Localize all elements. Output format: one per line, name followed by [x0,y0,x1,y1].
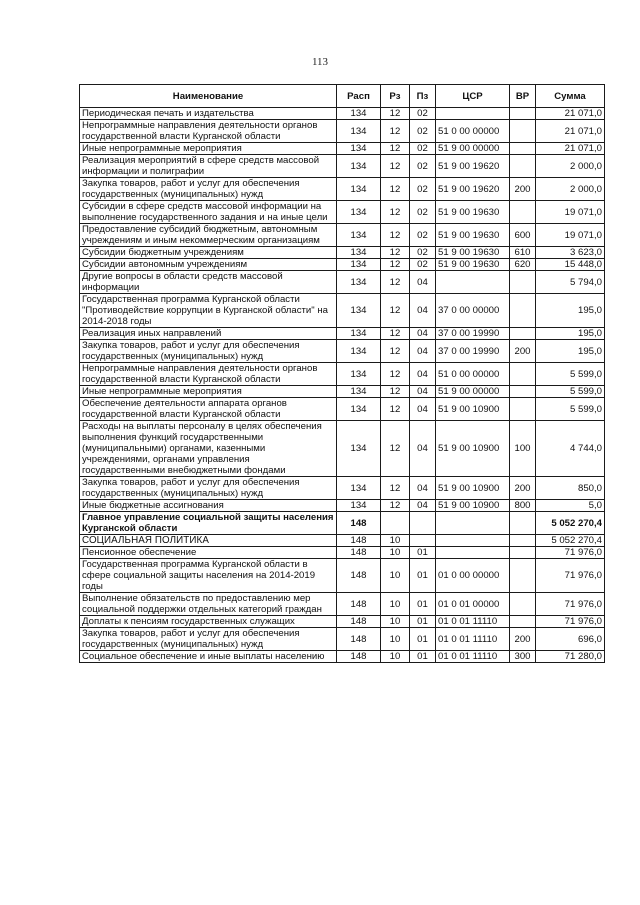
cell-rz: 12 [381,247,410,259]
cell-csr: 51 9 00 00000 [436,143,510,155]
cell-sum: 5,0 [536,500,605,512]
table-row [80,259,605,271]
cell-pz: 01 [410,616,436,628]
cell-name: Выполнение обязательств по предоставлению мер социальной поддержки отдельных категорий граждан [80,593,337,616]
cell-csr: 51 9 00 00000 [436,386,510,398]
cell-rz: 12 [381,143,410,155]
cell-pz: 02 [410,247,436,259]
cell-pz: 02 [410,143,436,155]
cell-sum: 4 744,0 [536,421,605,477]
cell-pz: 01 [410,651,436,663]
cell-rz: 12 [381,477,410,500]
cell-name: Доплаты к пенсиям государственных служащих [80,616,337,628]
cell-sum: 71 280,0 [536,651,605,663]
cell-name: СОЦИАЛЬНАЯ ПОЛИТИКА [80,535,337,547]
cell-rasp: 134 [337,259,381,271]
table-row [80,155,605,178]
cell-rz: 12 [381,500,410,512]
table-row [80,201,605,224]
cell-rz: 12 [381,386,410,398]
cell-rz [381,512,410,535]
cell-name: Непрограммные направления деятельности органов государственной власти Курганской области [80,120,337,143]
table-row [80,143,605,155]
cell-rasp: 134 [337,500,381,512]
cell-name: Закупка товаров, работ и услуг для обеспечения государственных (муниципальных) нужд [80,340,337,363]
cell-sum: 696,0 [536,628,605,651]
cell-csr [436,512,510,535]
cell-sum: 71 976,0 [536,559,605,593]
cell-vr [510,512,536,535]
table-row [80,651,605,663]
cell-pz: 01 [410,547,436,559]
cell-rz: 12 [381,259,410,271]
cell-vr [510,616,536,628]
cell-name: Закупка товаров, работ и услуг для обеспечения государственных (муниципальных) нужд [80,178,337,201]
cell-sum: 850,0 [536,477,605,500]
cell-sum: 71 976,0 [536,547,605,559]
cell-csr: 01 0 01 11110 [436,628,510,651]
table-row [80,593,605,616]
cell-csr [436,271,510,294]
cell-rasp: 134 [337,386,381,398]
table-row [80,328,605,340]
cell-pz: 04 [410,500,436,512]
cell-name: Субсидии автономным учреждениям [80,259,337,271]
table-row [80,120,605,143]
cell-rz: 12 [381,271,410,294]
cell-rasp: 134 [337,155,381,178]
cell-sum: 195,0 [536,294,605,328]
cell-csr: 51 9 00 19630 [436,247,510,259]
header-rz: Рз [381,85,410,108]
table-row [80,500,605,512]
cell-csr [436,547,510,559]
cell-rz: 12 [381,363,410,386]
cell-name: Другие вопросы в области средств массовой информации [80,271,337,294]
cell-sum: 15 448,0 [536,259,605,271]
cell-csr [436,108,510,120]
cell-csr: 01 0 01 11110 [436,616,510,628]
cell-sum: 5 599,0 [536,363,605,386]
cell-csr: 01 0 01 11110 [436,651,510,663]
cell-vr: 620 [510,259,536,271]
cell-rz: 10 [381,651,410,663]
cell-vr: 200 [510,628,536,651]
cell-vr [510,201,536,224]
cell-pz: 02 [410,120,436,143]
cell-pz: 04 [410,271,436,294]
cell-sum: 2 000,0 [536,178,605,201]
cell-vr [510,535,536,547]
cell-rz: 12 [381,201,410,224]
header-vr: ВР [510,85,536,108]
cell-rasp: 134 [337,178,381,201]
cell-csr: 51 9 00 19620 [436,178,510,201]
cell-rz: 12 [381,155,410,178]
cell-sum: 21 071,0 [536,120,605,143]
cell-pz [410,512,436,535]
cell-vr [510,108,536,120]
table-row [80,340,605,363]
cell-vr: 610 [510,247,536,259]
cell-rasp: 134 [337,421,381,477]
cell-vr: 200 [510,477,536,500]
cell-name: Иные непрограммные мероприятия [80,143,337,155]
cell-name: Пенсионное обеспечение [80,547,337,559]
cell-csr: 51 9 00 10900 [436,500,510,512]
cell-pz: 02 [410,259,436,271]
table-row [80,224,605,247]
cell-vr [510,547,536,559]
cell-vr: 200 [510,178,536,201]
cell-name: Непрограммные направления деятельности органов государственной власти Курганской области [80,363,337,386]
table-row [80,559,605,593]
cell-rasp: 134 [337,477,381,500]
cell-rasp: 148 [337,616,381,628]
cell-rasp: 134 [337,363,381,386]
table-row [80,294,605,328]
table-row [80,108,605,120]
cell-pz: 02 [410,224,436,247]
header-rasp: Расп [337,85,381,108]
cell-name: Закупка товаров, работ и услуг для обеспечения государственных (муниципальных) нужд [80,477,337,500]
cell-csr: 37 0 00 19990 [436,340,510,363]
cell-pz: 02 [410,108,436,120]
cell-rasp: 134 [337,328,381,340]
cell-pz [410,535,436,547]
cell-sum: 195,0 [536,328,605,340]
cell-rasp: 134 [337,340,381,363]
cell-rz: 12 [381,328,410,340]
cell-rz: 10 [381,547,410,559]
table-row [80,616,605,628]
cell-pz: 04 [410,340,436,363]
cell-pz: 01 [410,593,436,616]
cell-sum: 19 071,0 [536,201,605,224]
cell-sum: 71 976,0 [536,616,605,628]
cell-name: Субсидии в сфере средств массовой информации на выполнение государственного задания и на иные цели [80,201,337,224]
cell-rz: 12 [381,340,410,363]
cell-csr: 01 0 00 00000 [436,559,510,593]
cell-rasp: 148 [337,651,381,663]
cell-rasp: 134 [337,224,381,247]
cell-pz: 02 [410,201,436,224]
cell-pz: 04 [410,421,436,477]
cell-csr: 51 9 00 19630 [436,224,510,247]
cell-rasp: 134 [337,294,381,328]
cell-name: Социальное обеспечение и иные выплаты населению [80,651,337,663]
cell-csr [436,535,510,547]
header-sum: Сумма [536,85,605,108]
cell-vr [510,143,536,155]
cell-rasp: 148 [337,512,381,535]
header-pz: Пз [410,85,436,108]
cell-vr [510,120,536,143]
cell-vr: 200 [510,340,536,363]
cell-pz: 01 [410,559,436,593]
cell-vr [510,386,536,398]
cell-csr: 51 9 00 10900 [436,421,510,477]
cell-sum: 5 599,0 [536,386,605,398]
cell-rasp: 134 [337,398,381,421]
header-name: Наименование [80,85,337,108]
cell-vr [510,559,536,593]
cell-rz: 10 [381,559,410,593]
cell-name: Закупка товаров, работ и услуг для обеспечения государственных (муниципальных) нужд [80,628,337,651]
table-row [80,547,605,559]
cell-rz: 12 [381,120,410,143]
table-row [80,535,605,547]
cell-name: Иные бюджетные ассигнования [80,500,337,512]
cell-sum: 19 071,0 [536,224,605,247]
cell-rasp: 148 [337,593,381,616]
cell-vr [510,294,536,328]
cell-rasp: 134 [337,120,381,143]
cell-vr [510,593,536,616]
cell-sum: 5 052 270,4 [536,512,605,535]
cell-name: Иные непрограммные мероприятия [80,386,337,398]
cell-name: Государственная программа Курганской области "Противодействие коррупции в Курганской области" на 2014-2018 годы [80,294,337,328]
cell-pz: 04 [410,328,436,340]
cell-pz: 04 [410,477,436,500]
table-body [80,108,605,663]
cell-sum: 195,0 [536,340,605,363]
table-row [80,628,605,651]
cell-vr: 800 [510,500,536,512]
cell-csr: 51 9 00 19620 [436,155,510,178]
cell-name: Главное управление социальной защиты населения Курганской области [80,512,337,535]
cell-rz: 10 [381,593,410,616]
cell-vr: 100 [510,421,536,477]
cell-rasp: 134 [337,247,381,259]
cell-name: Расходы на выплаты персоналу в целях обеспечения выполнения функций государственными (муниципальными) органами, казенными учреждениями, органами управления государственными внебюджетными фондами [80,421,337,477]
cell-csr: 51 0 00 00000 [436,120,510,143]
table-header-row [80,85,605,108]
cell-pz: 04 [410,398,436,421]
cell-sum: 21 071,0 [536,108,605,120]
table-row [80,398,605,421]
cell-pz: 01 [410,628,436,651]
cell-csr: 01 0 01 00000 [436,593,510,616]
cell-rz: 12 [381,421,410,477]
cell-rasp: 134 [337,271,381,294]
cell-name: Государственная программа Курганской области в сфере социальной защиты населения на 2014-2019 годы [80,559,337,593]
cell-pz: 04 [410,294,436,328]
cell-pz: 04 [410,386,436,398]
cell-name: Реализация иных направлений [80,328,337,340]
cell-sum: 3 623,0 [536,247,605,259]
cell-rz: 12 [381,108,410,120]
cell-pz: 02 [410,178,436,201]
cell-sum: 5 599,0 [536,398,605,421]
cell-rz: 10 [381,616,410,628]
cell-pz: 04 [410,363,436,386]
budget-table [79,84,605,663]
cell-vr: 600 [510,224,536,247]
cell-rasp: 148 [337,547,381,559]
cell-rasp: 148 [337,559,381,593]
cell-sum: 21 071,0 [536,143,605,155]
cell-rz: 12 [381,398,410,421]
cell-rasp: 148 [337,628,381,651]
cell-name: Периодическая печать и издательства [80,108,337,120]
cell-sum: 2 000,0 [536,155,605,178]
header-csr: ЦСР [436,85,510,108]
page-number: 113 [311,56,329,68]
cell-csr: 51 9 00 10900 [436,398,510,421]
cell-name: Реализация мероприятий в сфере средств массовой информации и полиграфии [80,155,337,178]
cell-vr [510,398,536,421]
table-row [80,477,605,500]
cell-rasp: 134 [337,201,381,224]
cell-rz: 10 [381,628,410,651]
cell-vr: 300 [510,651,536,663]
table-row [80,247,605,259]
cell-csr: 51 9 00 19630 [436,201,510,224]
cell-csr: 37 0 00 00000 [436,294,510,328]
cell-csr: 51 9 00 10900 [436,477,510,500]
cell-rasp: 148 [337,535,381,547]
cell-rz: 12 [381,178,410,201]
cell-sum: 5 052 270,4 [536,535,605,547]
table-row [80,512,605,535]
cell-rasp: 134 [337,108,381,120]
cell-csr: 37 0 00 19990 [436,328,510,340]
cell-rz: 12 [381,294,410,328]
cell-rz: 10 [381,535,410,547]
cell-rasp: 134 [337,143,381,155]
cell-sum: 71 976,0 [536,593,605,616]
cell-name: Обеспечение деятельности аппарата органов государственной власти Курганской области [80,398,337,421]
cell-csr: 51 9 00 19630 [436,259,510,271]
cell-vr [510,271,536,294]
table-row [80,178,605,201]
cell-vr [510,363,536,386]
cell-pz: 02 [410,155,436,178]
table-row [80,421,605,477]
cell-name: Субсидии бюджетным учреждениям [80,247,337,259]
table-row [80,386,605,398]
table-row [80,363,605,386]
table-row [80,271,605,294]
cell-vr [510,328,536,340]
cell-rz: 12 [381,224,410,247]
cell-csr: 51 0 00 00000 [436,363,510,386]
cell-vr [510,155,536,178]
cell-sum: 5 794,0 [536,271,605,294]
cell-name: Предоставление субсидий бюджетным, автономным учреждениям и иным некоммерческим организациям [80,224,337,247]
